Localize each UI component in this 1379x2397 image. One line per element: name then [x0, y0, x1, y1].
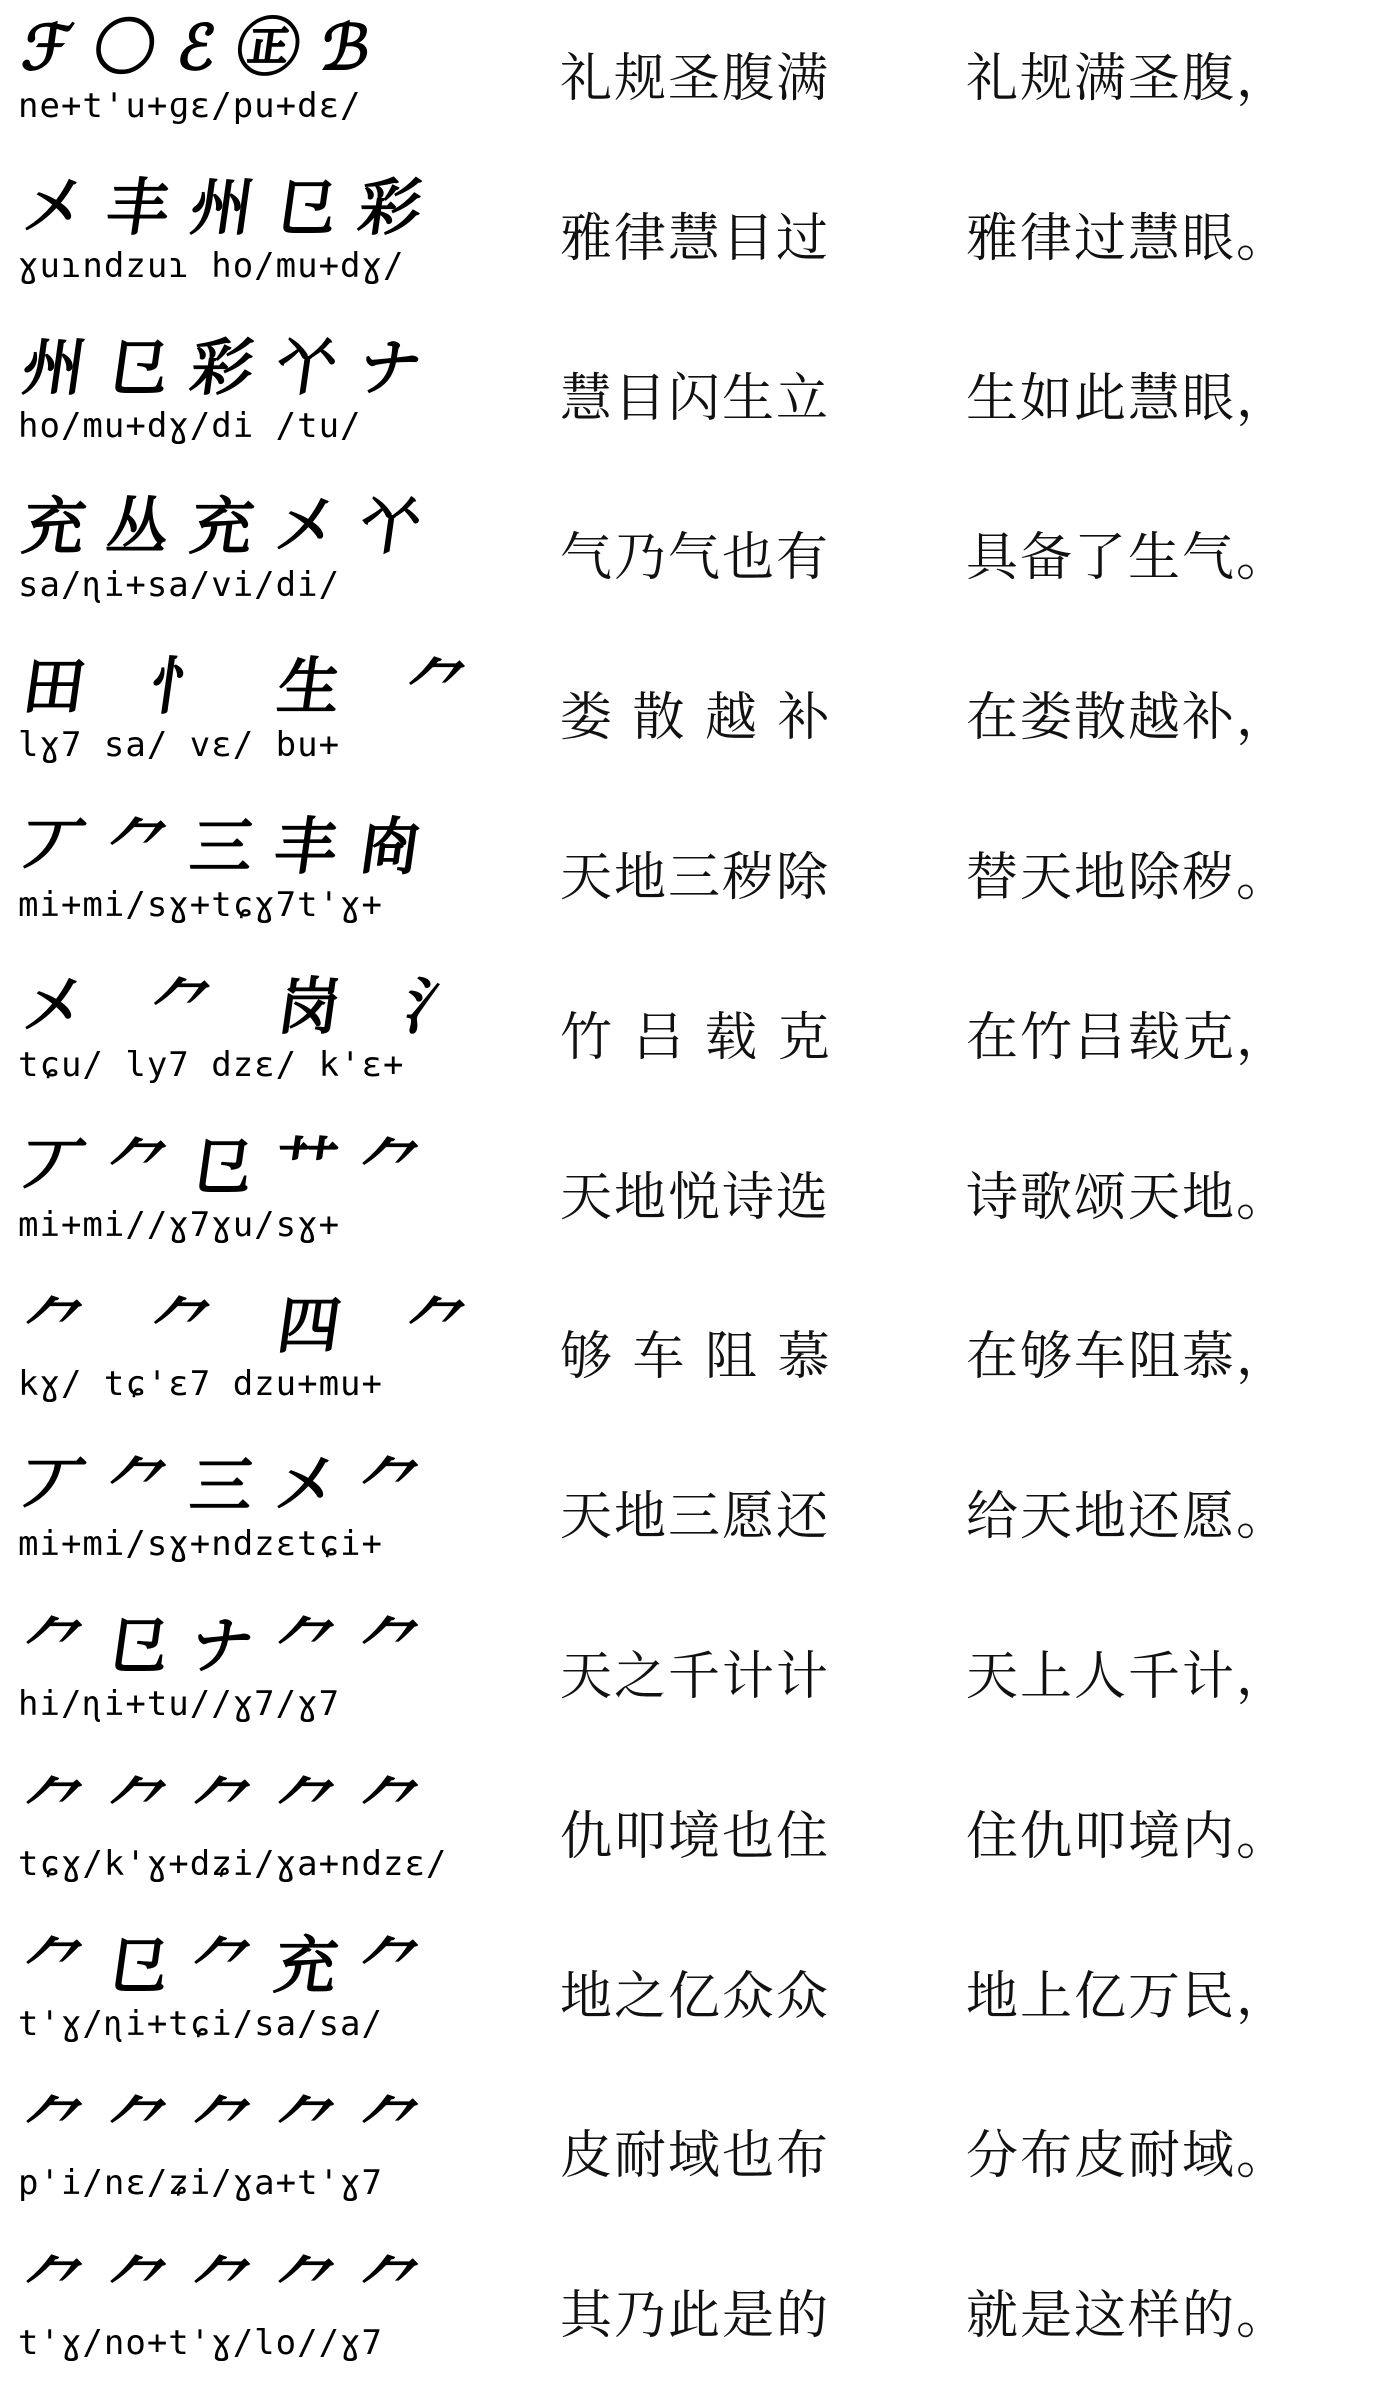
verse-row: [0, 1758, 1379, 1918]
native-script-glyphs: ⺈⺈⺈⺈⺈: [18, 2088, 449, 2162]
script-line: [18, 491, 458, 631]
native-script-glyphs: 丆⺈三丰㕯: [18, 810, 449, 883]
native-script-glyphs: ⺈㔾⺈充⺈: [18, 1928, 449, 2002]
script-line: [18, 1289, 496, 1430]
phonetic-transcription: mi+mi/sɣ+tɕɣ7t'ɣ+: [18, 885, 383, 925]
free-translation: 住仇叩境内。: [966, 1806, 1291, 1867]
phonetic-transcription: ɣuɿndzuɿ ho/mu+dɣ/: [18, 245, 405, 286]
verse-row: [0, 2237, 1379, 2397]
native-script-glyphs: ⺈⺈⺈⺈⺈: [18, 1768, 449, 1842]
free-translation: 在竹吕载克，: [966, 1007, 1291, 1068]
verse-row: [0, 2077, 1379, 2237]
literal-gloss: 慧目闪生立: [560, 368, 831, 429]
literal-gloss: 礼规圣腹满: [560, 49, 831, 109]
script-line: [18, 1610, 458, 1750]
native-script-glyphs: ℱ〇ℰ㊣ℬ: [18, 11, 398, 84]
free-translation: 天上人千计，: [966, 1647, 1291, 1707]
literal-gloss: 天地三秽除: [560, 848, 831, 908]
native-script-glyphs: 丆⺈三㐅⺈: [18, 1449, 449, 1523]
literal-gloss: 天地悦诗选: [560, 1167, 831, 1228]
native-script-glyphs: 丆⺈㔾⺿⺈: [18, 1129, 449, 1203]
script-line: [18, 12, 458, 152]
phonetic-transcription: ho/mu+dɣ/di /tu/: [18, 405, 362, 446]
script-line: [18, 1770, 458, 1910]
script-line: [18, 2249, 458, 2389]
verse-row: [0, 1918, 1379, 2078]
script-line: [18, 1131, 458, 1271]
free-translation: 在娄散越补，: [966, 688, 1291, 749]
literal-gloss: 地之亿众众: [560, 1966, 831, 2027]
free-translation: 礼规满圣腹，: [966, 49, 1291, 109]
free-translation: 具备了生气。: [966, 528, 1291, 589]
verse-row: [0, 1119, 1379, 1279]
verse-row: [0, 0, 1379, 160]
native-script-glyphs: 州㔾彩𠁥ナ: [18, 330, 449, 404]
script-line: [18, 1450, 458, 1590]
verse-row: [0, 959, 1379, 1119]
native-script-glyphs: 㐅丰州㔾彩: [18, 170, 449, 244]
free-translation: 雅律过慧眼。: [966, 208, 1291, 269]
verse-row: [0, 160, 1379, 320]
literal-gloss: 气乃气也有: [560, 528, 831, 589]
verse-row: [0, 1598, 1379, 1758]
verse-row: [0, 1278, 1379, 1438]
script-line: [18, 172, 458, 312]
literal-gloss: 仇叩境也住: [560, 1806, 831, 1867]
literal-gloss: 天之千计计: [560, 1647, 831, 1707]
literal-gloss: 雅律慧目过: [560, 208, 831, 269]
native-script-glyphs: ⺈ ⺈ 四 ⺈: [18, 1289, 496, 1363]
phonetic-transcription: lɣ7 sa/ vɛ/ bu+: [18, 725, 341, 766]
free-translation: 就是这样的。: [966, 2286, 1291, 2347]
phonetic-transcription: t'ɣ/no+t'ɣ/lo//ɣ7: [18, 2323, 383, 2364]
free-translation: 生如此慧眼，: [966, 368, 1291, 429]
literal-gloss: 够 车 阻 慕: [560, 1327, 832, 1388]
native-script-glyphs: ⺈㔾ナ⺈⺈: [18, 1609, 449, 1682]
script-line: [18, 650, 496, 791]
literal-gloss: 娄 散 越 补: [560, 688, 832, 749]
native-script-glyphs: 㐅 ⺈ 岗 氵: [18, 969, 496, 1043]
phonetic-transcription: mi+mi/sɣ+ndzɛtɕi+: [18, 1524, 383, 1565]
phonetic-transcription: t'ɣ/ɳi+tɕi/sa/sa/: [18, 2003, 383, 2044]
phonetic-transcription: sa/ɳi+sa/vi/di/: [18, 565, 341, 606]
verse-row: [0, 1438, 1379, 1598]
script-line: [18, 811, 458, 951]
phonetic-transcription: ne+t'u+ɡɛ/pu+dɛ/: [18, 86, 362, 126]
literal-gloss: 竹 吕 载 克: [560, 1007, 832, 1068]
phonetic-transcription: p'i/nɛ/ʑi/ɣa+t'ɣ7: [18, 2163, 383, 2204]
phonetic-transcription: tɕu/ ly7 dzɛ/ k'ɛ+: [18, 1044, 405, 1085]
native-script-glyphs: ⺈⺈⺈⺈⺈: [18, 2248, 449, 2322]
free-translation: 诗歌颂天地。: [966, 1167, 1291, 1228]
script-line: [18, 2089, 458, 2229]
literal-gloss: 天地三愿还: [560, 1487, 831, 1548]
verse-row: [0, 479, 1379, 639]
free-translation: 在够车阻慕，: [966, 1327, 1291, 1388]
free-translation: 替天地除秽。: [966, 848, 1291, 908]
free-translation: 给天地还愿。: [966, 1487, 1291, 1548]
literal-gloss: 皮耐域也布: [560, 2126, 831, 2187]
literal-gloss: 其乃此是的: [560, 2286, 831, 2347]
phonetic-transcription: kɣ/ tɕ'ɛ7 dzu+mu+: [18, 1364, 383, 1405]
verse-row: [0, 320, 1379, 480]
script-line: [18, 1930, 458, 2070]
native-script-glyphs: 田 ⺖ 生 ⺈: [18, 650, 496, 724]
free-translation: 地上亿万民，: [966, 1966, 1291, 2027]
script-line: [18, 969, 496, 1111]
phonetic-transcription: hi/ɳi+tu//ɣ7/ɣ7: [18, 1684, 341, 1724]
verse-row: [0, 639, 1379, 799]
native-script-glyphs: 充丛充㐅𠁥: [18, 490, 449, 564]
phonetic-transcription: mi+mi//ɣ7ɣu/sɣ+: [18, 1204, 341, 1245]
phonetic-transcription: tɕɣ/k'ɣ+dʑi/ɣa+ndzɛ/: [18, 1843, 448, 1884]
script-line: [18, 332, 458, 472]
verse-row: [0, 799, 1379, 959]
free-translation: 分布皮耐域。: [966, 2126, 1291, 2187]
